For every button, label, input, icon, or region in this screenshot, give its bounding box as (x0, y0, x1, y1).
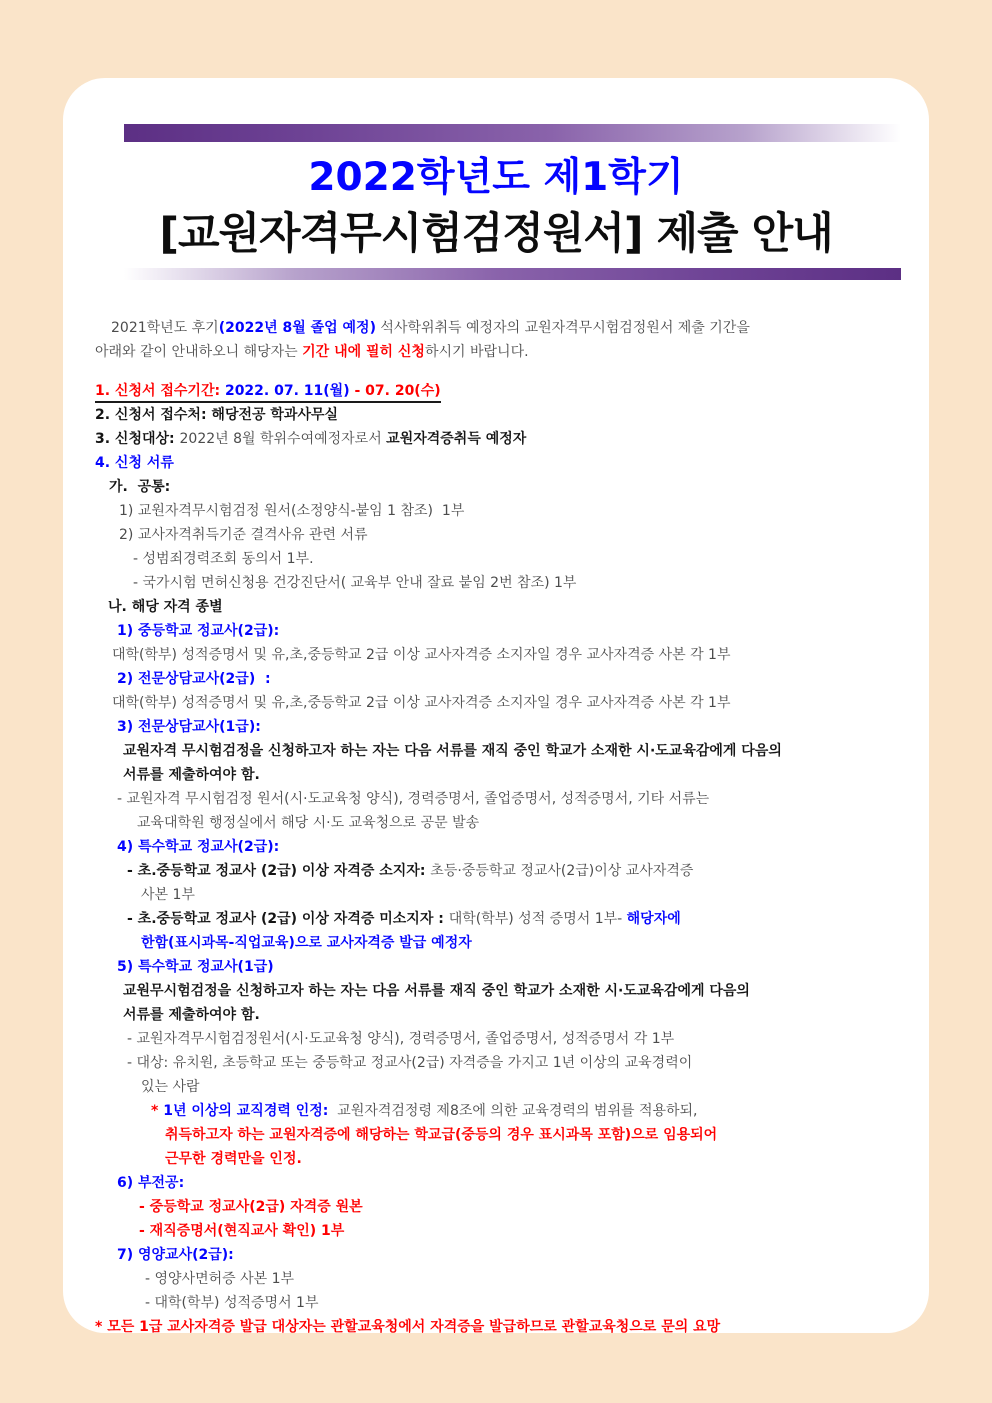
text-segment: 1. 신청서 접수기간: (95, 383, 225, 399)
text-segment: 기간 내에 필히 신청 (302, 344, 425, 360)
text-segment: (2022년 8월 졸업 예정) (218, 320, 376, 336)
text-line (95, 1147, 905, 1171)
text-segment: - 대상: 유치원, 초등학교 또는 중등학교 정교사(2급) 자격증을 가지고 1년 이상의 교육경력이 (127, 1055, 693, 1071)
text-segment: 대학(학부) 성적증명서 및 유,초,중등학교 2급 이상 교사자격증 소지자일 경우 교사자격증 사본 각 1부 (112, 695, 731, 711)
text-segment: 아래와 같이 안내하오니 해당자는 (95, 344, 303, 360)
text-segment: 교원자격검정령 제8조에 의한 교육경력의 범위를 적용하되, (328, 1103, 698, 1119)
text-line (95, 1003, 905, 1027)
text-line (95, 523, 905, 547)
text-segment: - 국가시험 면허신청용 건강진단서( 교육부 안내 잘료 붙임 2번 참조) 1부 (133, 575, 577, 591)
text-line (95, 316, 905, 340)
text-segment: 2022년 8월 학위수여예정자로서 (179, 431, 387, 447)
text-line (95, 1099, 905, 1123)
text-line (95, 1123, 905, 1147)
text-line (95, 643, 905, 667)
text-line (95, 1195, 905, 1219)
text-segment: - 대학(학부) 성적증명서 1부 (145, 1295, 319, 1311)
text-line (95, 571, 905, 595)
text-line (95, 1051, 905, 1075)
text-line (95, 1027, 905, 1051)
text-segment: 1년 이상의 교직경력 인정: (163, 1103, 329, 1119)
text-segment: 4) 특수학교 정교사(2급): (117, 839, 280, 855)
text-line (95, 619, 905, 643)
text-segment: 사본 1부 (141, 887, 195, 903)
text-line (95, 475, 905, 499)
notice-title-main: [교원자격무시험검정원서] 제출 안내 (159, 209, 833, 259)
text-line (95, 1219, 905, 1243)
text-line (95, 1267, 905, 1291)
text-line (95, 787, 905, 811)
text-segment: 석사학위취득 예정자의 교원자격무시험검정원서 제출 기간을 (375, 320, 750, 336)
notice-card (63, 78, 929, 1333)
text-segment: 초등·중등학교 정교사(2급)이상 교사자격증 (430, 863, 694, 879)
header-top-gradient-bar (124, 124, 901, 142)
text-line (95, 1171, 905, 1195)
text-segment: 2022. 07. 11(월) (224, 383, 350, 399)
notice-title-semester: 2022학년도 제1학기 (308, 155, 684, 200)
text-line (95, 547, 905, 571)
text-segment: 교원자격증취득 예정자 (386, 431, 527, 447)
text-line (95, 667, 905, 691)
text-line (95, 451, 905, 475)
text-line (95, 499, 905, 523)
text-segment: 1) 교원자격무시험검정 원서(소정양식-붙임 1 참조) 1부 (119, 503, 465, 519)
text-segment: 4. 신청 서류 (95, 455, 174, 471)
text-segment: 교육대학원 행정실에서 해당 시·도 교육청으로 공문 발송 (137, 815, 480, 831)
text-segment: 하시기 바랍니다. (424, 344, 529, 360)
text-line (95, 340, 905, 364)
text-segment: 대학(학부) 성적 증명서 1부- (448, 911, 627, 927)
text-segment: 2) 교사자격취득기준 결격사유 관련 서류 (119, 527, 368, 543)
text-segment: 7) 영양교사(2급): (117, 1247, 234, 1263)
text-line (95, 379, 905, 403)
text-segment: 6) 부전공: (117, 1175, 185, 1191)
text-segment: 한함(표시과목-직업교육)으로 교사자격증 발급 예정자 (141, 935, 472, 951)
text-segment: - 중등학교 정교사(2급) 자격증 원본 (139, 1199, 363, 1215)
text-line (95, 1315, 905, 1333)
text-segment: 있는 사람 (141, 1079, 200, 1095)
text-line (95, 691, 905, 715)
text-line (95, 595, 905, 619)
text-segment: 5) 특수학교 정교사(1급) (117, 959, 274, 975)
text-segment: 서류를 제출하여야 함. (123, 1007, 260, 1023)
blank-line (95, 364, 905, 379)
text-segment: 취득하고자 하는 교원자격증에 해당하는 학교급(중등의 경우 표시과목 포함)으로 임용되어 (165, 1127, 718, 1143)
text-segment: - 영양사면허증 사본 1부 (145, 1271, 295, 1287)
text-segment: 해당자에 (626, 911, 681, 927)
text-segment: 2. 신청서 접수처: 해당전공 학과사무실 (95, 407, 339, 423)
text-line (95, 931, 905, 955)
document-body (95, 316, 905, 1333)
text-segment: - 초.중등학교 정교사 (2급) 이상 자격증 미소지자 : (127, 911, 449, 927)
text-line (95, 403, 905, 427)
text-segment: 서류를 제출하여야 함. (123, 767, 260, 783)
text-line (95, 835, 905, 859)
text-segment: 대학(학부) 성적증명서 및 유,초,중등학교 2급 이상 교사자격증 소지자일 경우 교사자격증 사본 각 1부 (112, 647, 731, 663)
text-line (95, 1075, 905, 1099)
text-segment: - 초.중등학교 정교사 (2급) 이상 자격증 소지자: (127, 863, 431, 879)
text-segment: - 성범죄경력조회 동의서 1부. (133, 551, 314, 567)
text-line (95, 883, 905, 907)
text-segment: * (151, 1103, 164, 1119)
text-segment: - 07. 20(수) (349, 383, 441, 399)
underlined-text (95, 383, 441, 403)
text-line (95, 955, 905, 979)
text-segment: 3. 신청대상: (95, 431, 180, 447)
text-line (95, 979, 905, 1003)
text-segment: 3) 전문상담교사(1급): (117, 719, 261, 735)
text-segment: 나. 해당 자격 종별 (108, 599, 223, 615)
text-segment: 2) 전문상담교사(2급) : (117, 671, 271, 687)
text-segment: - 재직증명서(현직교사 확인) 1부 (139, 1223, 345, 1239)
text-segment: 교원자격 무시험검정을 신청하고자 하는 자는 다음 서류를 재직 중인 학교가 소재한 시·도교육감에게 다음의 (123, 743, 782, 759)
text-segment: 1) 중등학교 정교사(2급): (117, 623, 280, 639)
text-line (95, 859, 905, 883)
text-line (95, 763, 905, 787)
text-line (95, 1291, 905, 1315)
text-segment: 2021학년도 후기 (111, 320, 219, 336)
text-line (95, 811, 905, 835)
header-bottom-gradient-bar (124, 268, 901, 280)
text-segment: 교원무시험검정을 신청하고자 하는 자는 다음 서류를 재직 중인 학교가 소재한 시·도교육감에게 다음의 (123, 983, 750, 999)
text-segment: 근무한 경력만을 인정. (165, 1151, 302, 1167)
text-line (95, 1243, 905, 1267)
text-segment: * 모든 1급 교사자격증 발급 대상자는 관할교육청에서 자격증을 발급하므로 관할교육청으로 문의 요망 (95, 1319, 721, 1333)
text-line (95, 907, 905, 931)
text-line (95, 715, 905, 739)
text-segment: - 교원자격 무시험검정 원서(시·도교육청 양식), 경력증명서, 졸업증명서, 성적증명서, 기타 서류는 (117, 791, 710, 807)
text-line (95, 427, 905, 451)
text-segment: 가. 공통: (109, 479, 171, 495)
text-segment: - 교원자격무시험검정원서(시·도교육청 양식), 경력증명서, 졸업증명서, 성적증명서 각 1부 (127, 1031, 675, 1047)
text-line (95, 739, 905, 763)
